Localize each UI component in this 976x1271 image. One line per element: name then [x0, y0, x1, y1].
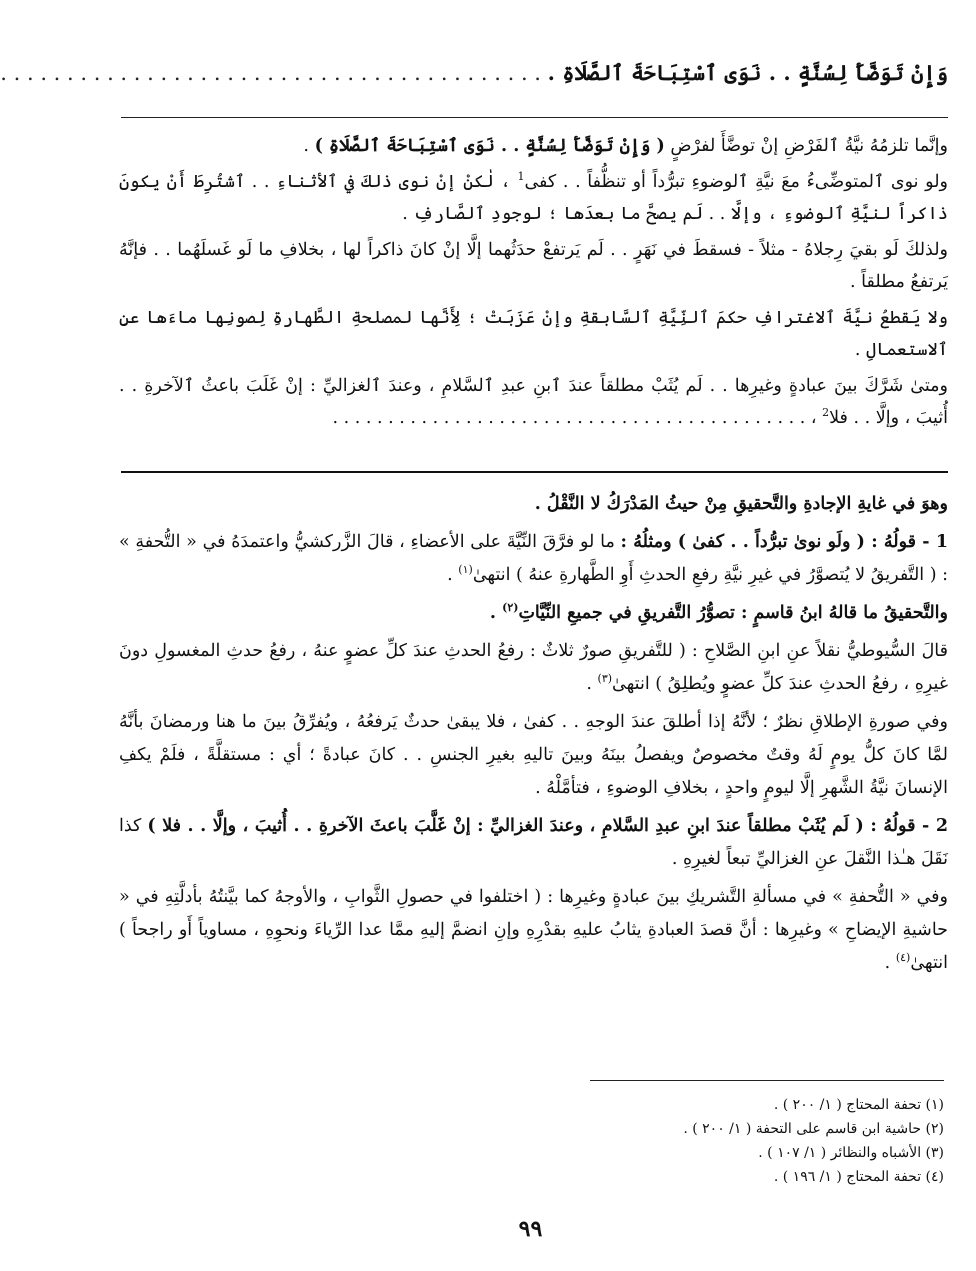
verse-quote: ( وَإِنْ تَوَضَّأَ لِسُنَّةٍ . . نَوَى ٱسْتِبَاحَةَ ٱلصَّلَاةِ ) [314, 136, 665, 156]
gloss-paragraph-5: وفي صورةِ الإطلاقِ نظرٌ ؛ لأنَّهُ إذا أطلقَ عندَ الوجهِ . . كفىٰ ، فلا يبقىٰ حدثٌ يَرفعُهُ ، ويُفرِّقُ بينَ ما هنا ورمضانَ بأنَّهُ لمَّا كانَ كلُّ يومٍ لَهُ وقتٌ مخصوصٌ ويفصلُ بينَهُ وبينَ تاليهِ بغيرِ الجنسِ . . كانَ عبادةً ؛ أي : مستقلَّةً ، فلَمْ يكفِ الإنسانَ نيَّةُ الشَّهرِ إلَّا ليومٍ واحدٍ ، بخلافِ الوضوءِ ، فتأمَّلْهُ . [119, 712, 948, 798]
commentary-section [119, 130, 948, 438]
note-marker-1: 1 [517, 170, 525, 184]
gloss-paragraph-4: قالَ السُّيوطيُّ نقلاً عنِ ابنِ الصَّلاحِ : ( للتَّفريقِ صورٌ ثلاثٌ : رفعُ الحدثِ عندَ كلِّ عضوٍ عنهُ ، رفعُ حدثِ المغسولِ دونَ غيرِهِ ، رفعُ الحدثِ عندَ كلِّ عضوٍ ويُطلِقُ ) انتهىٰ$^{(٣)}$ . [119, 641, 948, 694]
gloss-paragraph-6: 2 - قولُهُ : ( لَم يُثَبْ مطلقاً عندَ ابنِ عبدِ السَّلامِ ، وعندَ الغزاليِّ : إنْ غَلَّبَ باعثَ الآخرةِ . . أُثيبَ ، وإلَّا . . فلا ) كذا نَقَلَ هـٰذا النَّقلَ عنِ الغزاليِّ تبعاً لغيرِهِ . [119, 816, 948, 869]
commentary-paragraph-1: وإنَّما تلزمُهُ نيَّةُ ٱلفَرْضِ إنْ توضَّأَ لفرْضٍ ( وَإِنْ تَوَضَّأَ لِسُنَّةٍ . . نَوَى ٱسْتِبَاحَةَ ٱلصَّلَاةِ ) . [303, 136, 948, 156]
verse-dots: . . . . . . . . . . . . . . . . . . . . . . . . . . . . . . . . . . . . . . . . . [0, 61, 541, 85]
top-divider [121, 117, 948, 118]
footnote-ref-2: (٢) [502, 601, 519, 615]
gloss-section [119, 488, 948, 985]
gloss-paragraph-7: وفي « التُّحفةِ » في مسألةِ التَّشريكِ بينَ عبادةٍ وغيرِها : ( اختلفوا في حصولِ الثَّوابِ ، والأوجهُ كما بيَّنتُهُ بأدلَّتِهِ في « حاشيةِ الإيضاحِ » وغيرِها : أنَّ قصدَ العبادةِ يثابُ عليهِ بقدْرِهِ وإنِ انضمَّ إليهِ ممَّا عدا الرِّياءَ ونحوِهِ ، مساوياً أَو راجحاً ) انتهىٰ$^{(٤)}$ . [119, 887, 948, 973]
commentary-paragraph-2: ولو نوى ٱلمتوضِّىءُ معَ نيَّةِ ٱلوضوءِ تبرُّداً أو تنظُّفاً . . كفى$^1$ ، لٰكنْ إنْ نوى ذلكَ في ٱلأثناءِ . . ٱشتُرِطَ أَنْ يكونَ ذاكراً لنيَّةِ ٱلوضوءِ ، وإلَّا . . لَم يصحَّ ما بعدَها ؛ لوجودِ ٱلصَّارفِ . [119, 170, 948, 224]
commentary-paragraph-5: ومتىٰ شَرَّكَ بينَ عبادةٍ وغيرِها . . لَم يُثَبْ مطلقاً عندَ ٱبنِ عبدِ ٱلسَّلامِ ، وعندَ ٱلغزاليِّ : إنْ غَلَبَ باعثُ ٱلآخرةِ . . أُثيبَ ، وإلَّا . . فلا$^2$ ، . . . . . . . . . . . . . . . . . . . . . . . . . . . . . . . . . . . . . . . . . . . [119, 376, 948, 428]
footnote-ref-4: (٤) [895, 951, 911, 965]
gloss-label-2: 2 - قولُهُ : ( لَم يُثَبْ مطلقاً عندَ ابنِ عبدِ السَّلامِ ، وعندَ الغزاليِّ : إنْ غَلَّبَ باعثَ الآخرةِ . . أُثيبَ ، وإلَّا . . فلا ) [147, 816, 948, 836]
footnote-item: (٣) الأشباه والنظائر ( ١/ ١٠٧ ) . [758, 1145, 944, 1161]
note-marker-2: 2 [822, 406, 830, 420]
gloss-paragraph-3: والتَّحقيقُ ما قالهُ ابنُ قاسمٍ : تصوُّرُ التَّفريقِ في جميعِ النِّيَّاتِ$^{(٢)}$ . [489, 601, 948, 623]
gloss-paragraph-2: 1 - قولُهُ : ( ولَو نوىٰ تبرُّداً . . كفىٰ ) ومثلُهُ : ما لو فرَّقَ النِّيَّةَ على الأعضاءِ ، قالَ الزَّركشيُّ واعتمدَهُ في « التُّحفةِ » : ( التَّفريقُ لا يُتصوَّرُ في غيرِ نيَّةِ رفعِ الحدثِ أَوِ الطَّهارةِ عنهُ ) انتهىٰ$^{(١)}$ . [119, 532, 949, 585]
commentary-paragraph-3: ولذلكَ لَو بقيَ رِجلاهُ - مثلاً - فسقطَ في نَهَرٍ . . لَم يَرتفعْ حدَثُهما إلَّا إنْ كانَ ذاكراً لها ، بخلافِ ما لَو غَسلَهُما . . فإنَّهُ يَرتفعُ مطلقاً . [119, 240, 948, 292]
footnote-divider [590, 1080, 944, 1081]
page-number: ٩٩ [518, 1216, 543, 1242]
footnote-item: (١) تحفة المحتاج ( ١/ ٢٠٠ ) . [773, 1097, 944, 1113]
gloss-paragraph-1: وهوَ في غايةِ الإجادةِ والتَّحقيقِ مِنْ حيثُ المَدْرَكُ لا النَّقْلُ . [534, 494, 948, 514]
footnote-ref-3: (٣) [597, 672, 613, 686]
commentary-dots: . . . . . . . . . . . . . . . . . . . . . . . . . . . . . . . . . . . . . . . . . . . [332, 408, 806, 428]
footnote-item: (٤) تحفة المحتاج ( ١/ ١٩٦ ) . [773, 1169, 944, 1185]
footnotes [413, 1093, 944, 1189]
gloss-label-1: 1 - قولُهُ : ( ولَو نوىٰ تبرُّداً . . كفىٰ ) ومثلُهُ : [620, 532, 949, 552]
verse-line [0, 58, 948, 88]
section-divider [121, 471, 948, 473]
verse-text: وَإِنْ تَوَضَّأَ لِسُنَّةٍ . . نَوَى ٱسْتِبَاحَةَ ٱلصَّلَاةِ . [547, 60, 948, 85]
footnote-ref-1: (١) [458, 563, 473, 577]
commentary-paragraph-4: ولا يَقطعُ نيَّةَ ٱلاغترافِ حكمَ ٱلنِّيَّةِ ٱلسَّابقةِ وإنْ عَزَبَتْ ؛ لِأَنَّها لمصلحةِ الطَّهارةِ لِصونِها ماءَها عنِ ٱلاستعمالِ . [119, 308, 948, 360]
footnote-item: (٢) حاشية ابن قاسم على التحفة ( ١/ ٢٠٠ ) . [683, 1121, 944, 1137]
